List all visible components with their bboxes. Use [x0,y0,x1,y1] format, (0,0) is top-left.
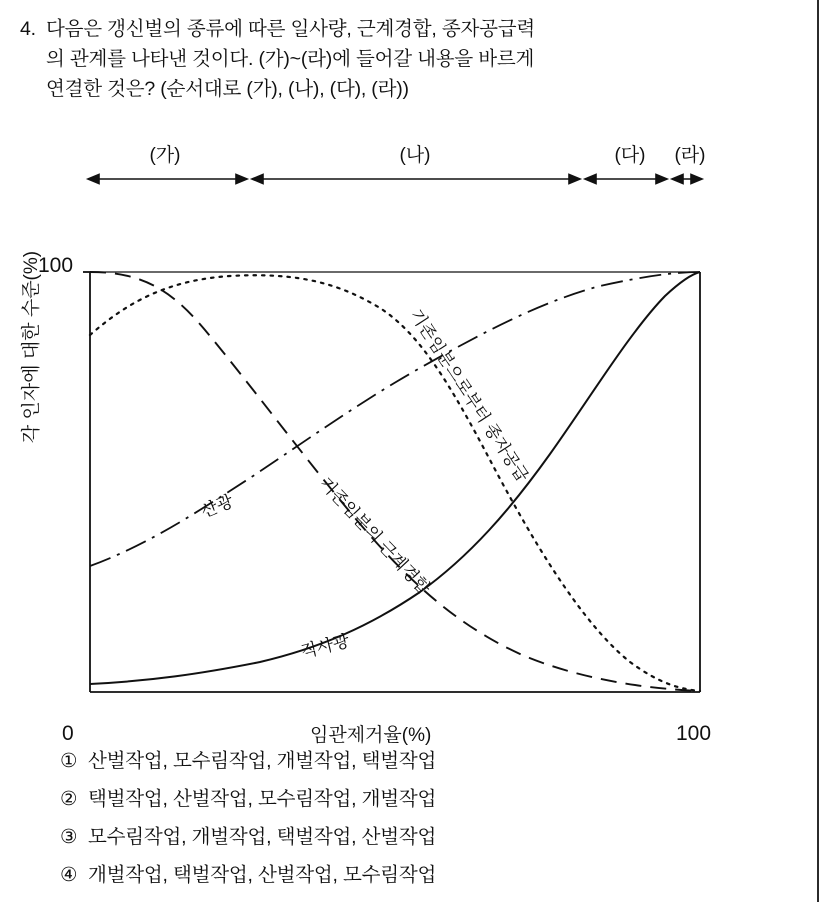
option-4[interactable] [60,856,780,894]
question-text [46,14,780,104]
option-4-label: 개벌작업, 택벌작업, 산벌작업, 모수림작업 [88,864,437,886]
curve-label-sangwang: 산광 [198,491,236,522]
option-2[interactable] [60,780,780,818]
y-tick-100: 100 [38,254,74,277]
option-3[interactable] [60,818,780,856]
option-2-label: 택벌작업, 산벌작업, 모수림작업, 개벌작업 [88,788,437,810]
band-arrow-row [0,168,790,190]
option-1-label: 산벌작업, 모수림작업, 개벌작업, 택벌작업 [88,750,437,772]
chart-svg [0,192,790,732]
x-tick-100: 100 [676,722,712,745]
band-label-ga: (가) [149,145,181,166]
question-stem [20,14,780,104]
band-arrows-svg [0,168,790,190]
option-1[interactable] [60,742,780,780]
figure-chart [0,140,790,746]
option-3-marker: ③ [60,826,78,848]
option-3-label: 모수림작업, 개벌작업, 택벌작업, 산벌작업 [88,826,437,848]
option-4-marker: ④ [60,864,78,886]
band-label-ra: (라) [674,145,706,166]
option-2-marker: ② [60,788,78,810]
answer-options [60,742,780,894]
page-edge-rule [817,0,819,902]
question-line-2: 의 관계를 나타낸 것이다. (가)~(라)에 들어갈 내용을 바르게 [46,48,535,70]
question-number: 4. [20,18,36,40]
x-tick-0: 0 [62,722,74,745]
question-line-3: 연결한 것은? (순서대로 (가), (나), (다), (라)) [46,78,409,100]
option-1-marker: ① [60,750,78,772]
band-label-na: (나) [399,145,431,166]
band-label-da: (다) [614,145,646,166]
x-axis-label: 임관제거율(%) [310,725,432,746]
question-line-1: 다음은 갱신벌의 종류에 따른 일사량, 근계경합, 종자공급력 [46,18,536,40]
band-label-row [0,140,790,170]
curve-label-geungyegyeonghap: 기존임분의 근계경합 [315,473,434,599]
y-axis-label: 각 인자에 대한 수준(%) [21,250,42,444]
curve-label-jiksagwang: 직사광 [298,631,352,662]
plot-area [0,192,790,746]
curve-label-jongjagonggeup: 기존임분으로부터 종자공급 [406,305,533,486]
